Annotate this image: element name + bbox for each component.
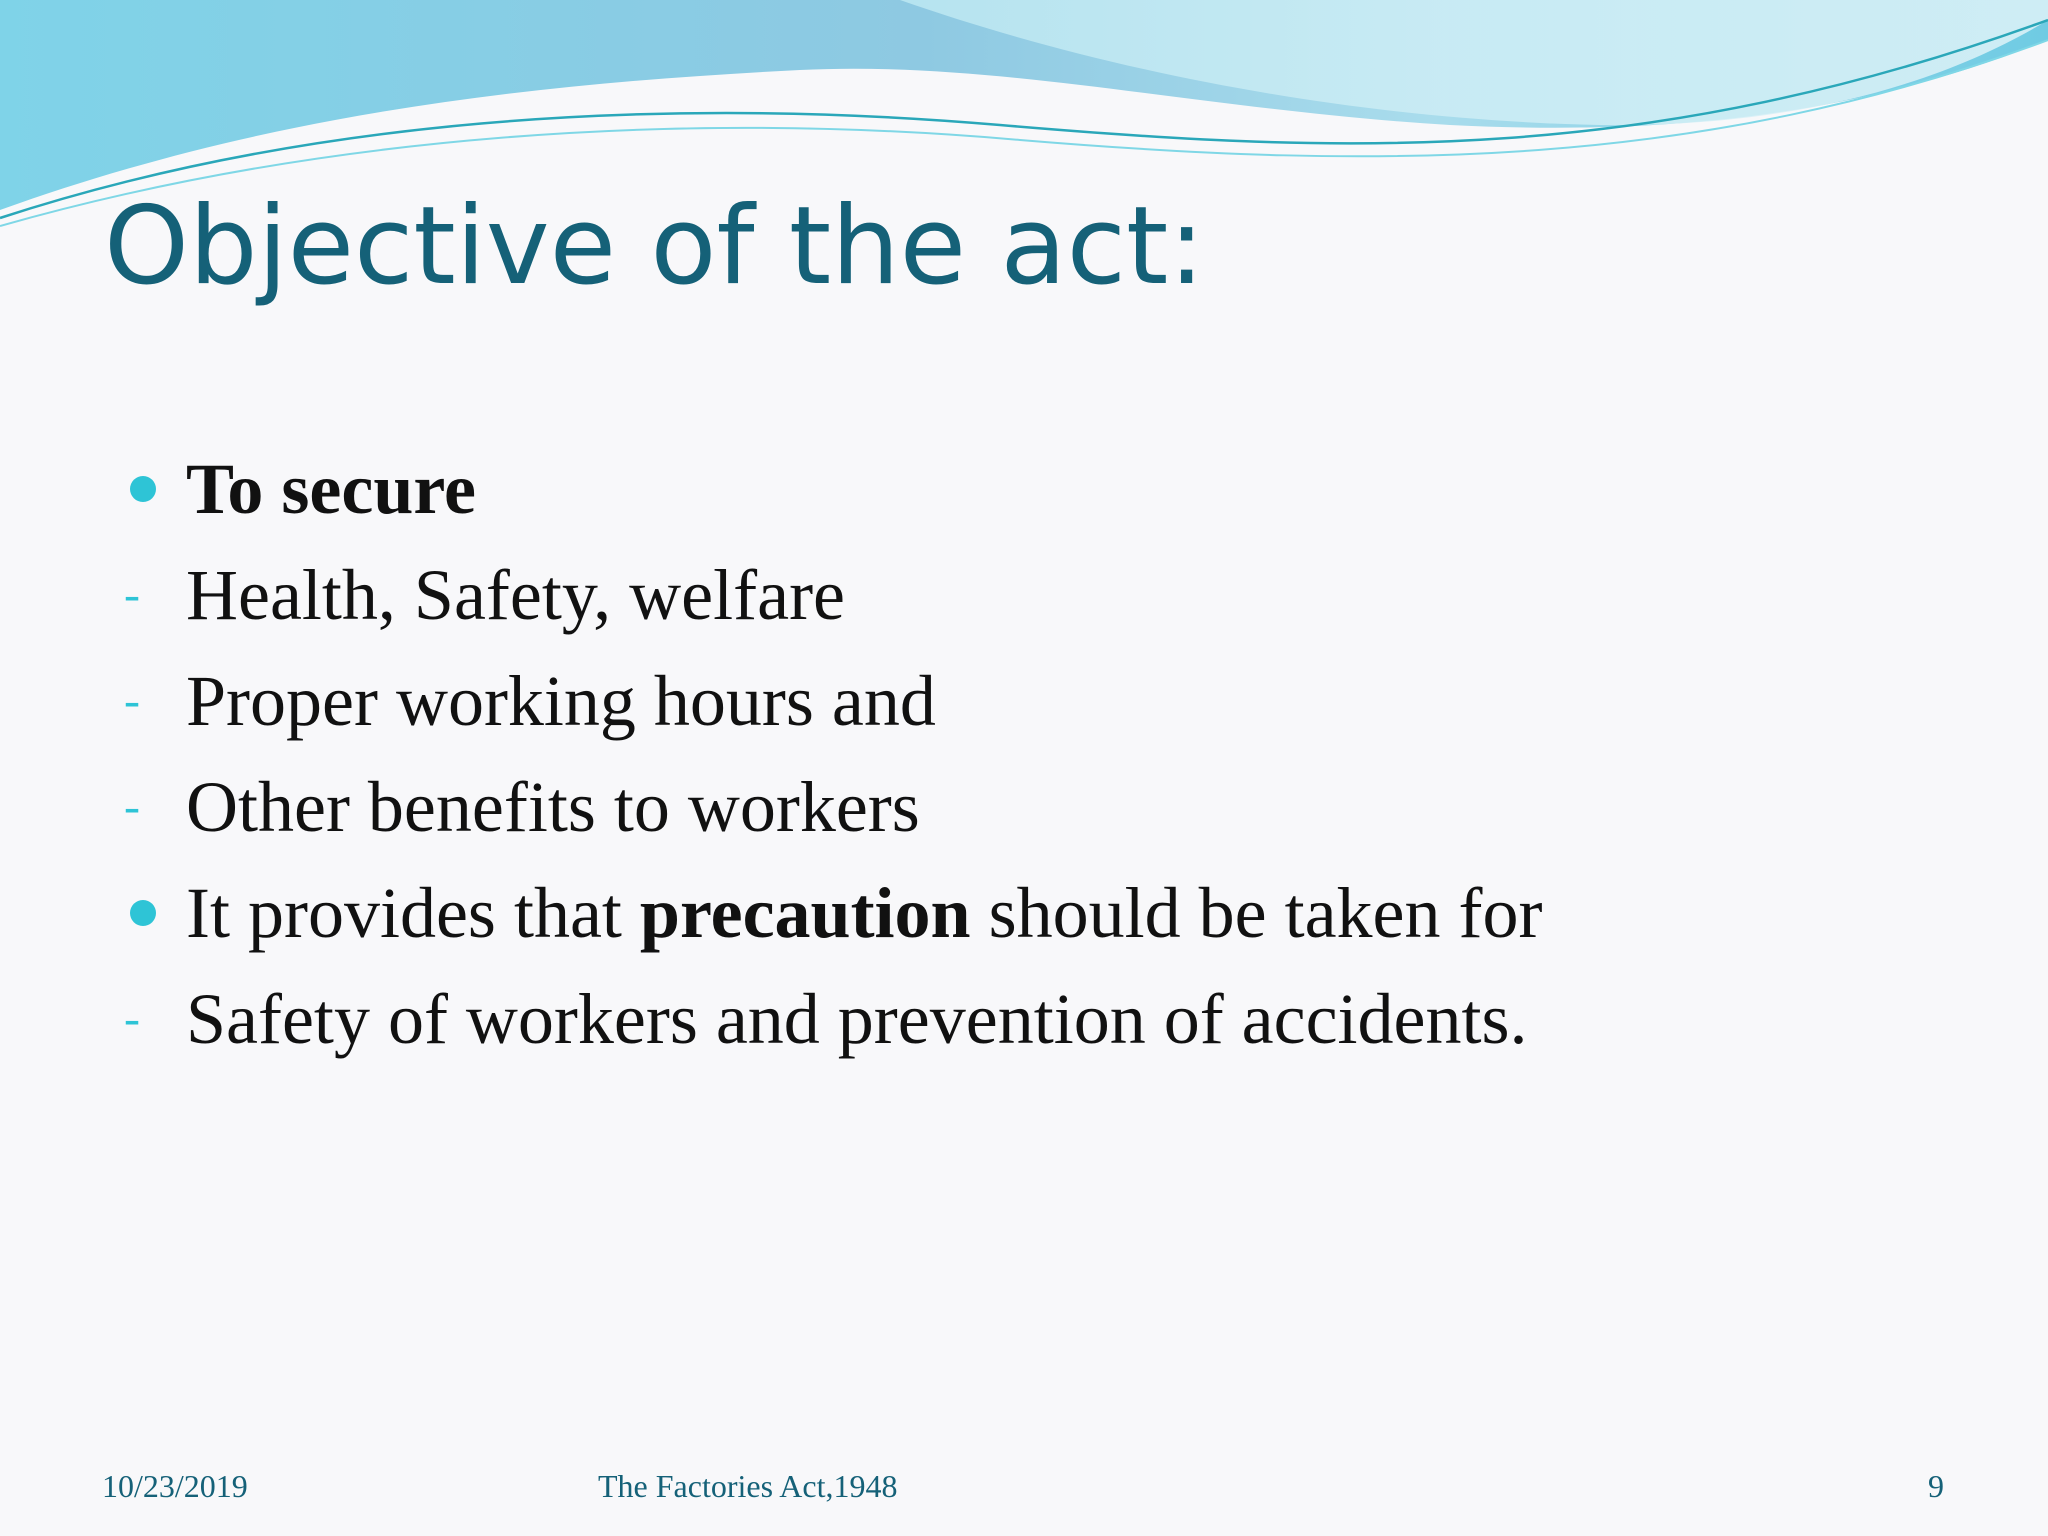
dash-marker	[124, 648, 174, 754]
dash-icon: -	[124, 674, 140, 727]
list-item-text: Other benefits to workers	[186, 767, 920, 847]
bullet-marker	[124, 436, 174, 542]
list-item-text-after: should be taken for	[970, 873, 1543, 953]
footer-date: 10/23/2019	[102, 1468, 248, 1504]
list-item-dash	[0, 754, 2048, 860]
list-item-bullet	[0, 860, 2048, 966]
list-item-text: Safety of workers and prevention of accidents.	[186, 979, 1528, 1059]
dash-marker	[124, 754, 174, 860]
bullet-dot-icon	[130, 476, 156, 502]
dash-marker	[124, 542, 174, 648]
list-item-text: Health, Safety, welfare	[186, 555, 846, 635]
list-item-text: Proper working hours and	[186, 661, 936, 741]
dash-icon: -	[124, 780, 140, 833]
footer-page-number: 9	[1928, 1468, 1944, 1504]
list-item-dash	[0, 542, 2048, 648]
dash-marker	[124, 966, 174, 1072]
slide-title: Objective of the act:	[104, 184, 1205, 309]
dash-icon: -	[124, 992, 140, 1045]
list-item-bullet	[0, 436, 2048, 542]
list-item-text	[186, 860, 1542, 966]
footer-title: The Factories Act,1948	[598, 1468, 898, 1504]
list-item-text-bold: precaution	[639, 873, 971, 953]
bullet-dot-icon	[130, 900, 156, 926]
list-item-dash	[0, 966, 2048, 1072]
list-item-text: To secure	[186, 449, 477, 529]
list-item-text-before: It provides that	[186, 873, 640, 953]
content-list	[0, 436, 2048, 1072]
bullet-marker	[124, 860, 174, 966]
list-item-dash	[0, 648, 2048, 754]
dash-icon: -	[124, 568, 140, 621]
